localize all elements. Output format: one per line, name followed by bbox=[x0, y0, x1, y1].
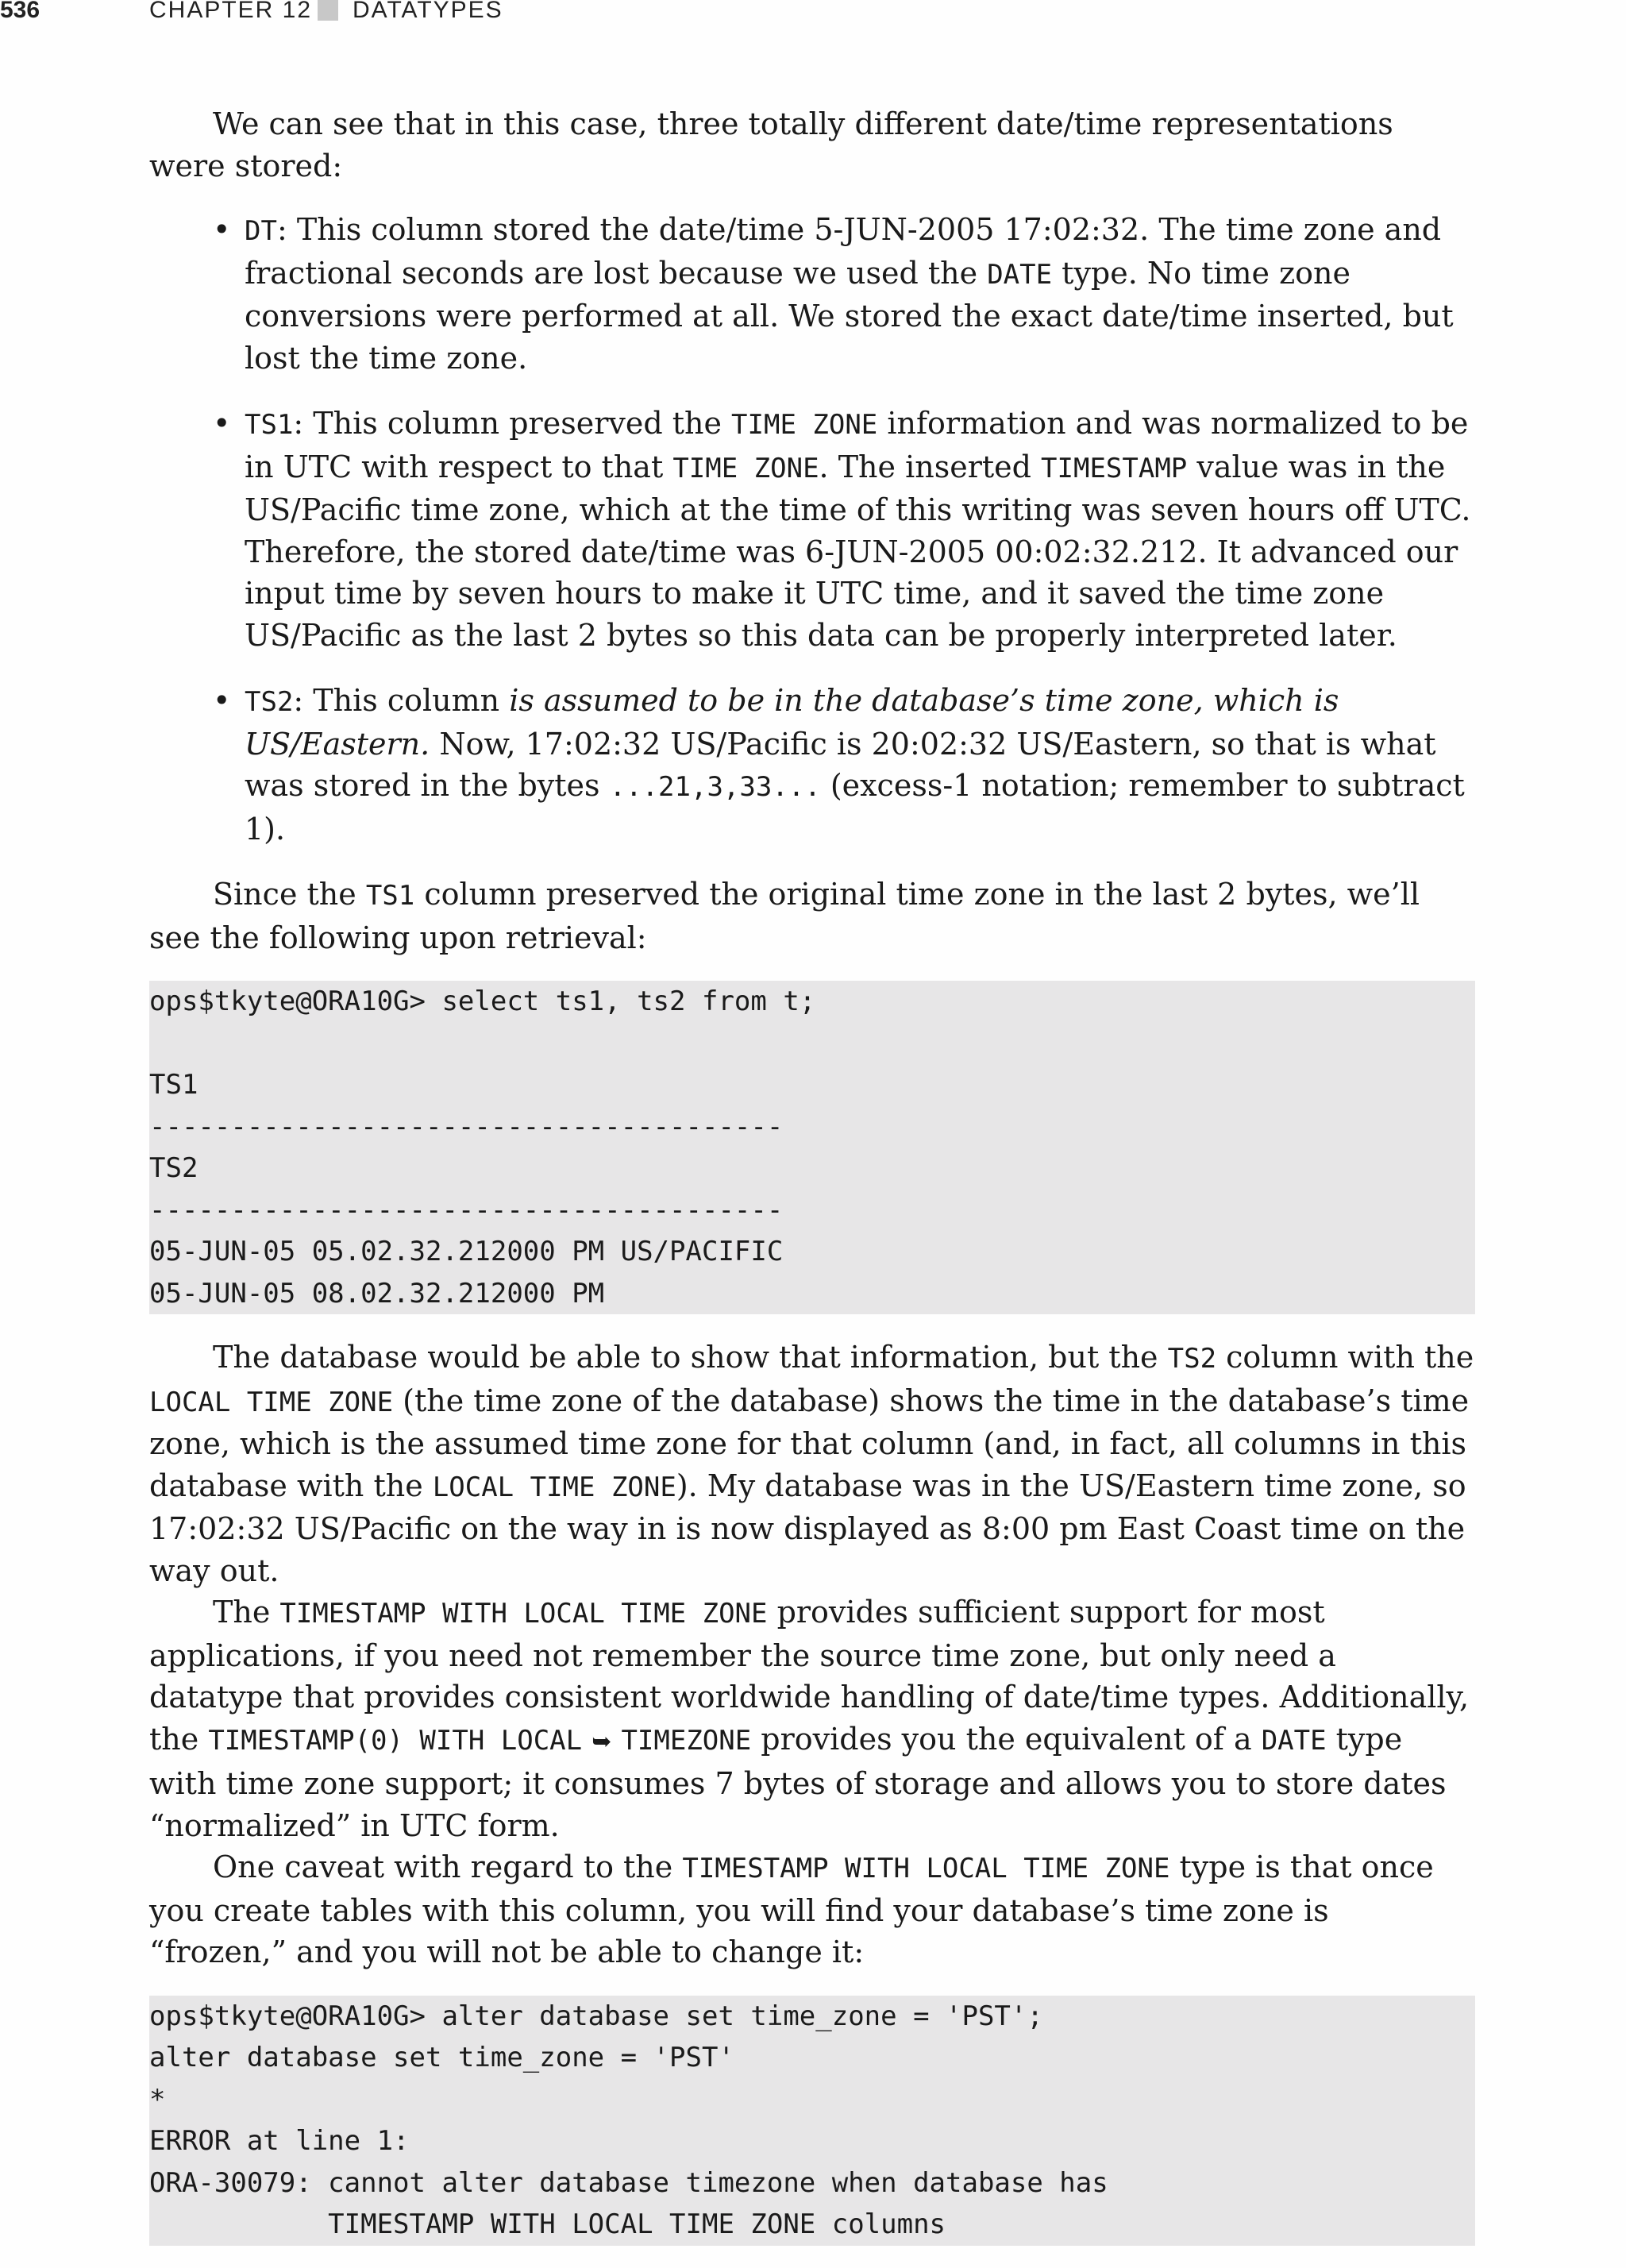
bullet-ts1: • TS1: This column preserved the TIME ZONE information and was normalized to be in UTC with respect to that TIME ZONE. The inserted TIMESTAMP value was in the US/Pacific time zone, which at the time of this writing was seven hours off UTC. Therefore, the stored date/time was 6-JUN-2005 00:02:32.212. It advanced our input time by seven hours to make it UTC time, and it saved the time zone US/Pacific as the last 2 bytes so this data can be properly interpreted later. bbox=[213, 403, 1475, 656]
intro-paragraph: We can see that in this case, three totally different date/time representations were stored: bbox=[149, 106, 1393, 183]
chapter-title: DATATYPES bbox=[353, 0, 503, 23]
caveat-paragraph: One caveat with regard to the TIMESTAMP WITH LOCAL TIME ZONE type is that once you create tables with this column, you will find your database’s time zone is “frozen,” and you will not be able to change it: bbox=[149, 1850, 1434, 1969]
bullet-ts2: • TS2: This column is assumed to be in the database’s time zone, which is US/Eastern. Now, 17:02:32 US/Pacific is 20:02:32 US/Eastern, so that is what was stored in the bytes ...21,3,33... (excess-1 notation; remember to subtract 1). bbox=[213, 680, 1475, 850]
since-paragraph: Since the TS1 column preserved the original time zone in the last 2 bytes, we’ll see the following upon retrieval: bbox=[149, 877, 1420, 955]
bullet-dt: • DT: This column stored the date/time 5-JUN-2005 17:02:32. The time zone and fractional seconds are lost because we used the DATE type. No time zone conversions were performed at all. We stored the exact date/time inserted, but lost the time zone. bbox=[213, 209, 1475, 379]
timestamp-paragraph: The TIMESTAMP WITH LOCAL TIME ZONE provides sufficient support for most applications, if you need not remember the source time zone, but only need a datatype that provides consistent worldwide handling of date/time types. Additionally, the TIMESTAMP(0) WITH LOCAL ➥ TIMEZONE provides you the equivalent of a DATE type with time zone support; it consumes 7 bytes of storage and allows you to store dates “normalized” in UTC form. bbox=[149, 1595, 1470, 1843]
code-block-select: ops$tkyte@ORA10G> select ts1, ts2 from t; TS1 --------------------------------------- TS2 --------------------------------------- 05-JUN-05 05.02.32.212000 PM US/PACIFIC 05-JUN-05 08.02.32.212000 PM bbox=[149, 981, 1475, 1314]
running-header bbox=[0, 0, 1626, 29]
chapter-label: CHAPTER 12 bbox=[149, 0, 313, 23]
line-continuation-arrow-icon: ➥ bbox=[591, 1727, 612, 1756]
page-number: 536 bbox=[0, 0, 40, 23]
code-block-alter: ops$tkyte@ORA10G> alter database set time_zone = 'PST'; alter database set time_zone = 'PST' * ERROR at line 1: ORA-30079: cannot alter database timezone when database has TIMESTAMP WITH LOCAL TIME ZONE columns bbox=[149, 1996, 1475, 2246]
database-paragraph: The database would be able to show that information, but the TS2 column with the LOCAL TIME ZONE (the time zone of the database) shows the time in the database’s time zone, which is the assumed time zone for that column (and, in fact, all columns in this database with the LOCAL TIME ZONE). My database was in the US/Eastern time zone, so 17:02:32 US/Pacific on the way in is now displayed as 8:00 pm East Coast time on the way out. bbox=[149, 1340, 1474, 1588]
bullet-list bbox=[213, 209, 1475, 850]
page-body bbox=[149, 103, 1475, 2268]
header-square-icon bbox=[318, 0, 338, 21]
